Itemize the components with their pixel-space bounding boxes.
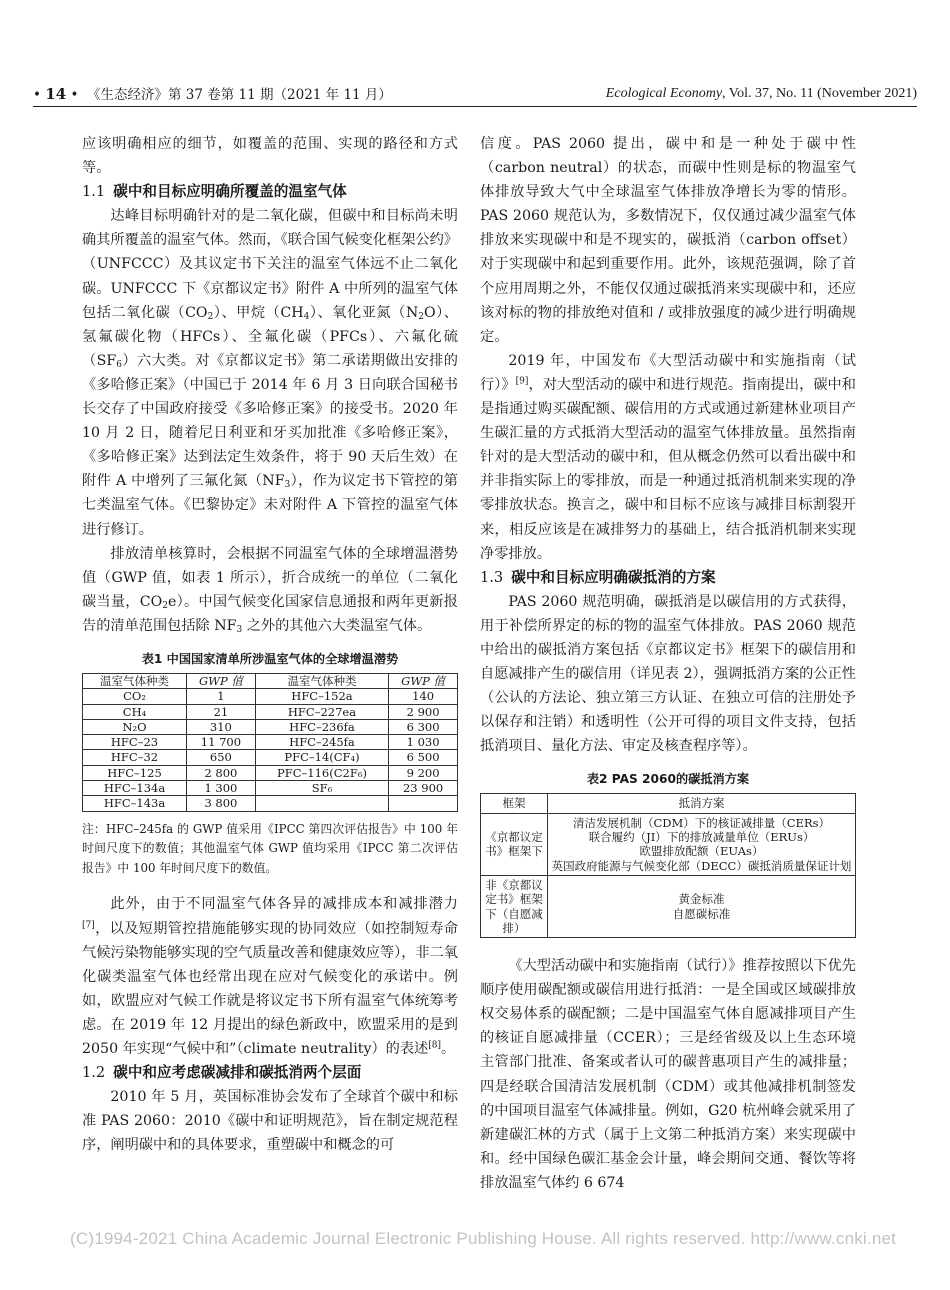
text-run: e）。中国气候变化国家信息通报和两年更新报告的清单范围包括除 NF xyxy=(82,593,458,634)
text-run: 此外，由于不同温室气体各异的减排成本和减排潜力 xyxy=(110,896,458,913)
column-header-gwp: GWP 值 xyxy=(389,673,458,688)
table-1-caption: 表1 中国国家清单所涉温室气体的全球增温潜势 xyxy=(141,651,399,666)
table-row xyxy=(481,813,856,875)
page-number: 14 xyxy=(45,85,67,103)
gas-cell: HFC–245fa xyxy=(255,735,388,750)
gwp-cell: 3 800 xyxy=(187,796,256,811)
journal-title-en: Ecological Economy xyxy=(605,86,723,101)
section-title: 碳中和目标应明确所覆盖的温室气体 xyxy=(113,183,347,201)
table-1-note: 注：HFC–245fa 的 GWP 值采用《IPCC 第四次评估报告》中 100 年时间尺度下的数值；其他温室气体 GWP 值均采用《IPCC 第二次评估报告》中 100 年时间尺度下的数值。 xyxy=(82,821,458,875)
text-run: 排放清单核算时，会根据不同温室气体的全球增温潜势值（GWP 值，如表 1 所示），折合成统一的单位（二氧化碳当量，CO xyxy=(82,545,458,610)
gas-cell: HFC–32 xyxy=(83,750,187,765)
column-header-gas: 温室气体种类 xyxy=(255,673,388,688)
gas-cell: PFC–14(CF₄) xyxy=(255,750,388,765)
left-column xyxy=(82,132,458,1157)
right-column xyxy=(480,132,856,1195)
table-row xyxy=(83,735,458,750)
gwp-cell: 650 xyxy=(187,750,256,765)
section-title: 碳中和目标应明确碳抵消的方案 xyxy=(511,568,716,586)
section-heading-1-3 xyxy=(480,566,856,590)
paragraph-gwp: 排放清单核算时，会根据不同温室气体的全球增温潜势值（GWP 值，如表 1 所示），折合成统一的单位（二氧化碳当量，$CO_2e$）。中国气候变化国家信息通报和两年更新报告的清单范围包括除 $NF_3$ 之外的其他六大类温室气体。 xyxy=(82,545,458,635)
gas-cell: SF₆ xyxy=(255,781,388,796)
gwp-cell: 140 xyxy=(389,689,458,704)
gwp-cell: 1 030 xyxy=(389,735,458,750)
column-header-gas: 温室气体种类 xyxy=(83,673,187,688)
scheme-item: 自愿碳标准 xyxy=(672,906,731,921)
frame-kyoto: 《京都议定书》框架下 xyxy=(481,813,548,875)
paragraph-guideline xyxy=(480,349,856,566)
header-bullet-2: • xyxy=(70,87,79,103)
column-header-frame: 框架 xyxy=(481,794,548,813)
table-2-caption: 表2 PAS 2060的碳抵消方案 xyxy=(586,772,750,787)
scheme-item: 联合履约（JI）下的排放减量单位（ERUs） xyxy=(588,830,815,845)
paragraph-greenhouse-gases: 达峰目标明确针对的是二氧化碳，但碳中和目标尚未明确其所覆盖的温室气体。然而，《联合国气候变化框架公约》（UNFCCC）及其议定书下关注的温室气体远不止二氧化碳。UNFCCC 下《京都议定书》附件 A 中所列的温室气体包括二氧化碳$(CO_2)$、甲烷$(CH_4)$、氧化亚氮$(N_2O)$、氢氟碳化物（HFCs）、全氟化碳（PFCs）、六氟化硫$(SF_6)$六大类。对《京都议定书》第二承诺期做出安排的《多哈修正案》（中国已于 2014 年 6 月 3 日向联合国秘书长交存了中国政府接受《多哈修正案》的接受书。2020 年 10 月 2 日，随着尼日利亚和牙买加批准《多哈修正案》，《多哈修正案》达到法定生效条件，将于 90 天后生效）在附件 A 中增列了三氟化氮$(NF_3)$，作为议定书下管控的第七类温室气体。《巴黎协定》未对附件 A 下管控的温室气体进行修订。 xyxy=(82,208,458,538)
gwp-cell: 2 800 xyxy=(187,765,256,780)
gwp-cell: 23 900 xyxy=(389,781,458,796)
header-right xyxy=(606,82,917,106)
gwp-cell: 11 700 xyxy=(187,735,256,750)
table-row xyxy=(83,781,458,796)
gwp-cell: 6 500 xyxy=(389,750,458,765)
section-heading-1-1 xyxy=(82,180,458,204)
gwp-cell: 310 xyxy=(187,719,256,734)
column-header-scheme: 抵消方案 xyxy=(548,794,856,813)
running-header xyxy=(33,82,917,107)
header-left xyxy=(33,82,392,107)
text-run: ）、氧化亚氮（N xyxy=(309,304,419,321)
paragraph-pas2060: 信度。PAS 2060 提出，碳中和是一种处于碳中性（carbon neutral）的状态，而碳中性则是标的物温室气体排放导致大气中全球温室气体排放净增长为零的情形。PAS 2060 规范认为，多数情况下，仅仅通过减少温室气体排放来实现碳中和是不现实的，碳抵消（carbon offset）对于实现碳中和起到重要作用。此外，该规范强调，除了首个应用周期之外，不能仅仅通过碳抵消来实现碳中和，还应该对标的物的排放绝对值和 / 或排放强度的减少进行明确规定。 xyxy=(480,136,856,345)
text-run: 2019 年，中国发布《大型活动碳中和实施指南（试行）》 xyxy=(480,352,856,393)
text-run: ）、甲烷（CH xyxy=(213,304,304,321)
gwp-cell: 21 xyxy=(187,704,256,719)
gas-cell: CH₄ xyxy=(83,704,187,719)
section-number: 1.2 xyxy=(82,1064,106,1082)
text-run: ），作为议定书下管控的第七类温室气体。《巴黎协定》未对附件 A 下管控的温室气体进行修订。 xyxy=(82,473,458,538)
gwp-cell: 6 300 xyxy=(389,719,458,734)
table-header-row xyxy=(481,794,856,813)
offset-scheme-table xyxy=(480,793,856,938)
text-run: ）六大类。对《京都议定书》第二承诺期做出安排的《多哈修正案》（中国已于 2014 年 6 月 3 日向联合国秘书长交存了中国政府接受《多哈修正案》的接受书。2020 年 10 月 2 日，随着尼日利亚和牙买加批准《多哈修正案》，《多哈修正案》达到法定生效条件，将于 90 天后生效）在附件 A 中增列了三氟化氮（NF xyxy=(82,352,458,490)
scheme-list-kyoto xyxy=(548,813,856,875)
table-row xyxy=(83,750,458,765)
paragraph-intro: 应该明确相应的细节，如覆盖的范围、实现的路径和方式等。 xyxy=(82,136,458,177)
scheme-item: 欧盟排放配额（EUAs） xyxy=(639,844,764,859)
gwp-table xyxy=(82,673,458,812)
table-row xyxy=(83,704,458,719)
paragraph-offset-scheme: PAS 2060 规范明确，碳抵消是以碳信用的方式获得，用于补偿所界定的标的物的温室气体排放。PAS 2060 规范中给出的碳抵消方案包括《京都议定书》框架下的碳信用和自愿减排产生的碳信用（详见表 2），强调抵消方案的公正性（公认的方法论、独立第三方认证、在独立可信的注册处予以保存和注销）和透明性（公开可得的项目文件支持，包括抵消项目、量化方法、审定及核查程序等）。 xyxy=(480,593,856,755)
scheme-item: 清洁发展机制（CDM）下的核证减排量（CERs） xyxy=(572,815,831,830)
text-run: 。 xyxy=(440,1040,456,1057)
paragraph-pas2060-intro: 2010 年 5 月，英国标准协会发布了全球首个碳中和标准 PAS 2060：2010《碳中和证明规范》，旨在制定规范程序，阐明碳中和的具体要求，重塑碳中和概念的可 xyxy=(82,1089,458,1154)
cnki-watermark: (C)1994-2021 China Academic Journal Electronic Publishing House. All rights reserved. http://www.cnki.net xyxy=(70,1229,897,1248)
gas-cell: N₂O xyxy=(83,719,187,734)
journal-issue-en: , Vol. 37, No. 11 (November 2021) xyxy=(722,86,917,101)
gas-cell: HFC–152a xyxy=(255,689,388,704)
section-heading-1-2 xyxy=(82,1061,458,1085)
gas-cell: HFC–227ea xyxy=(255,704,388,719)
table-row xyxy=(83,765,458,780)
gwp-cell xyxy=(389,796,458,811)
scheme-item: 黄金标准 xyxy=(678,892,725,907)
gwp-cell: 9 200 xyxy=(389,765,458,780)
text-run: ，对大型活动的碳中和进行规范。指南提出，碳中和是指通过购买碳配额、碳信用的方式或通过新建林业项目产生碳汇量的方式抵消大型活动的温室气体排放量。虽然指南针对的是大型活动的碳中和，但从概念仍然可以看出碳中和并非指实际上的零排放，而是一种通过抵消机制来实现的净零排放状态。换言之，碳中和目标不应该与减排目标割裂开来，相反应该是在减排努力的基础上，结合抵消机制来实现净零排放。 xyxy=(480,376,856,562)
gas-cell: PFC–116(C2F₆) xyxy=(255,765,388,780)
gas-cell: HFC–134a xyxy=(83,781,187,796)
scheme-item: 英国政府能源与气候变化部（DECC）碳抵消质量保证计划 xyxy=(551,858,852,873)
paragraph-offset-priority: 《大型活动碳中和实施指南（试行）》推荐按照以下优先顺序使用碳配额或碳信用进行抵消：一是全国或区域碳排放权交易体系的碳配额；二是中国温室气体自愿减排项目产生的核证自愿减排量（CCER）；三是经省级及以上生态环境主管部门批准、备案或者认可的碳普惠项目产生的减排量；四是经联合国清洁发展机制（CDM）或其他减排机制签发的中国项目温室气体减排量。例如，G20 杭州峰会就采用了新建碳汇林的方式（属于上文第二种抵消方案）来实现碳中和。经中国绿色碳汇基金会计量，峰会期间交通、餐饮等将排放温室气体约 6 674 xyxy=(480,958,856,1191)
section-title: 碳中和应考虑碳减排和碳抵消两个层面 xyxy=(113,1064,362,1082)
paragraph-non-co2 xyxy=(82,892,458,1061)
section-number: 1.1 xyxy=(82,183,106,201)
scheme-list-voluntary xyxy=(548,875,856,937)
gwp-cell: 1 xyxy=(187,689,256,704)
header-bullet: • xyxy=(33,87,41,103)
gwp-cell: 2 900 xyxy=(389,704,458,719)
text-run: 之外的其他六大类温室气体。 xyxy=(242,617,432,634)
text-run: O）、氢氟碳化物（HFCs）、全氟化碳（PFCs）、六氟化硫（SF xyxy=(82,304,458,369)
journal-title-cn: 《生态经济》第 37 卷第 11 期（2021 年 11 月） xyxy=(87,87,392,103)
citation-7: [7] xyxy=(82,919,95,930)
table-row xyxy=(83,796,458,811)
table-row xyxy=(83,719,458,734)
gas-cell: HFC–143a xyxy=(83,796,187,811)
table-row xyxy=(83,689,458,704)
table-row xyxy=(481,875,856,937)
gwp-cell: 1 300 xyxy=(187,781,256,796)
text-run: ，以及短期管控措施能够实现的协同效应（如控制短寿命气候污染物能够实现的空气质量改善和健康效应等），非二氧化碳类温室气体也经常出现在应对气候变化的承诺中。例如，欧盟应对气候工作就是将议定书下所有温室气体统筹考虑。在 2019 年 12 月提出的绿色新政中，欧盟采用的是到 2050 年实现“气候中和”（climate neutrality）的表述 xyxy=(82,920,458,1057)
citation-9: [9] xyxy=(515,376,529,387)
gas-cell xyxy=(255,796,388,811)
citation-8: [8] xyxy=(428,1040,441,1051)
gas-cell: HFC–23 xyxy=(83,735,187,750)
gas-cell: HFC–125 xyxy=(83,765,187,780)
column-header-gwp: GWP 值 xyxy=(187,673,256,688)
gas-cell: HFC–236fa xyxy=(255,719,388,734)
text-run: 达峰目标明确针对的是二氧化碳，但碳中和目标尚未明确其所覆盖的温室气体。然而，《联合国气候变化框架公约》（UNFCCC）及其议定书下关注的温室气体远不止二氧化碳。UNFCCC 下《京都议定书》附件 A 中所列的温室气体包括二氧化碳（CO xyxy=(82,208,458,321)
section-number: 1.3 xyxy=(480,568,504,586)
gas-cell: CO₂ xyxy=(83,689,187,704)
frame-voluntary: 非《京都议定书》框架下（自愿减排） xyxy=(481,875,548,937)
table-header-row xyxy=(83,673,458,688)
